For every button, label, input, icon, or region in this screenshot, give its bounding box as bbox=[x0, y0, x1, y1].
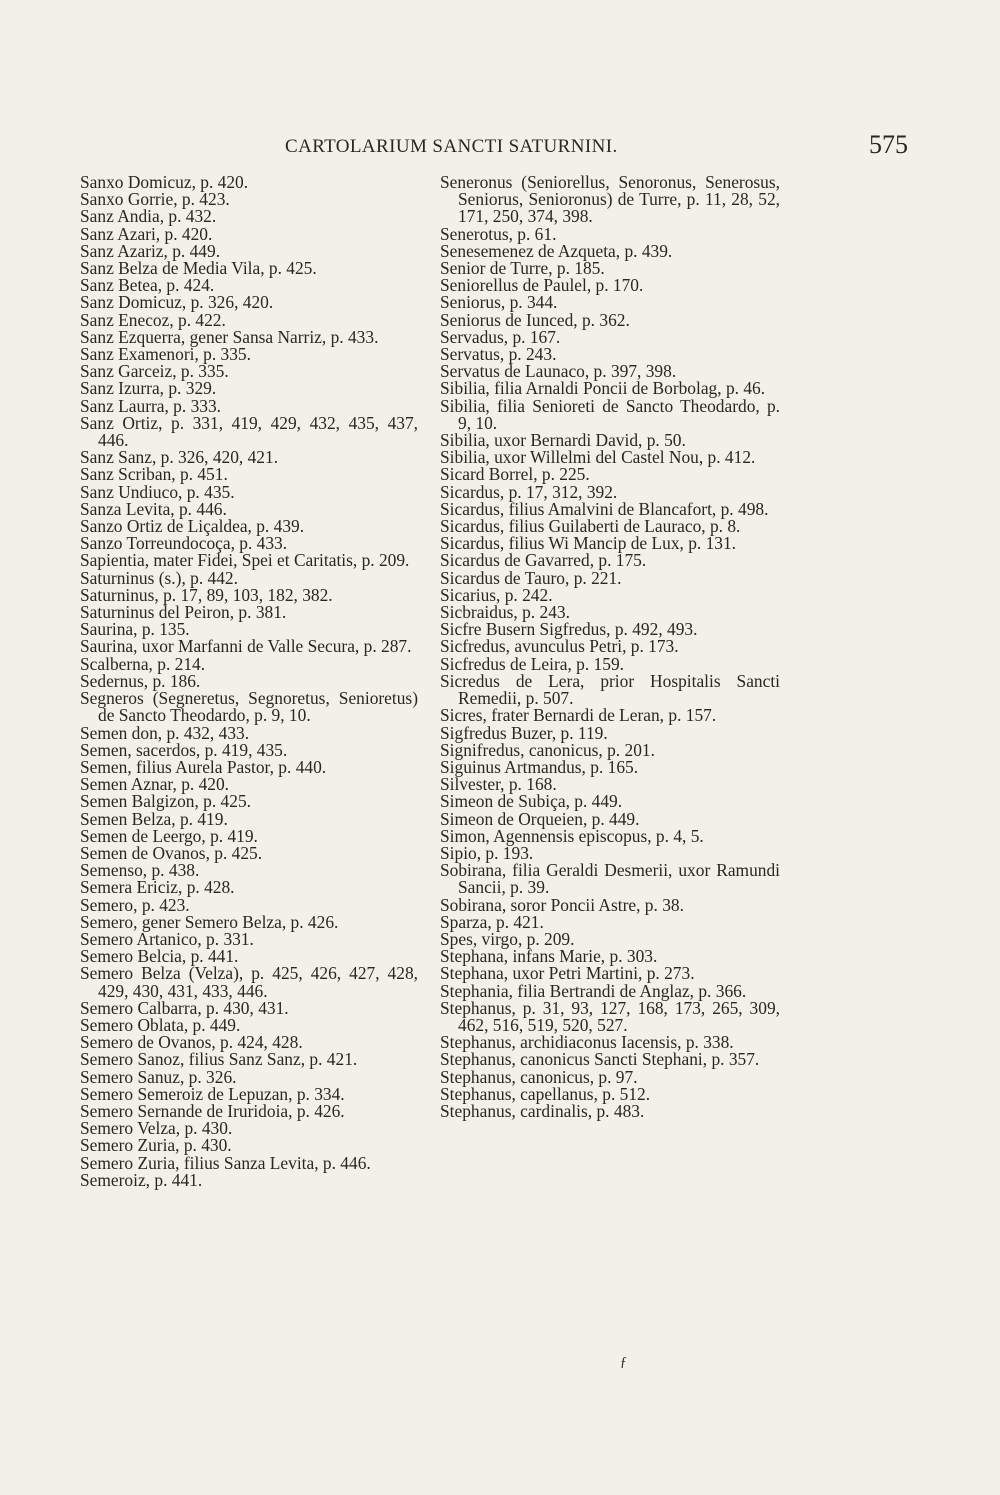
index-entry: Stephanus, archidiaconus Iacensis, p. 338. bbox=[440, 1032, 734, 1053]
index-entry: Sanza Levita, p. 446. bbox=[80, 498, 227, 519]
index-entry: Semen de Ovanos, p. 425. bbox=[80, 842, 263, 863]
index-entry: Saurina, p. 135. bbox=[80, 619, 190, 640]
index-entry: Semero Zuria, p. 430. bbox=[80, 1135, 232, 1156]
index-column-left bbox=[80, 174, 418, 1189]
page-number: 575 bbox=[869, 130, 908, 159]
index-entry: Stephanus, capellanus, p. 512. bbox=[440, 1083, 651, 1104]
index-entry: Semera Ericiz, p. 428. bbox=[80, 877, 235, 898]
index-entry: Servadus, p. 167. bbox=[440, 326, 561, 347]
index-entry: Sanz Azari, p. 420. bbox=[80, 223, 213, 244]
index-entry: Sicardus de Tauro, p. 221. bbox=[440, 567, 622, 588]
index-entry: Sanz Examenori, p. 335. bbox=[80, 344, 251, 365]
index-entry: Sparza, p. 421. bbox=[440, 911, 544, 932]
index-entry: Sanz Domicuz, p. 326, 420. bbox=[80, 292, 274, 313]
index-entry: Semero de Ovanos, p. 424, 428. bbox=[80, 1032, 303, 1053]
index-entry: Silvester, p. 168. bbox=[440, 774, 557, 795]
index-entry: Sobirana, filia Geraldi Desmerii, uxor Ramundi Sancii, p. 39. bbox=[440, 860, 780, 898]
index-entry: Senior de Turre, p. 185. bbox=[440, 258, 605, 279]
index-entry: Semero, gener Semero Belza, p. 426. bbox=[80, 911, 339, 932]
index-entry: Sicfredus de Leira, p. 159. bbox=[440, 653, 624, 674]
index-entry: Sipio, p. 193. bbox=[440, 842, 534, 863]
index-entry: Servatus, p. 243. bbox=[440, 344, 557, 365]
index-entry: Simeon de Subiça, p. 449. bbox=[440, 791, 623, 812]
index-entry: Stephania, filia Bertrandi de Anglaz, p. 366. bbox=[440, 980, 747, 1001]
page-header bbox=[80, 132, 910, 172]
index-entry: Semero Zuria, filius Sanza Levita, p. 446. bbox=[80, 1152, 371, 1173]
index-entry: Sicres, frater Bernardi de Leran, p. 157. bbox=[440, 705, 717, 726]
index-entry: Semero, p. 423. bbox=[80, 894, 190, 915]
index-entry: Sicbraidus, p. 243. bbox=[440, 602, 570, 623]
index-entry: Semero Artanico, p. 331. bbox=[80, 928, 254, 949]
index-entry: Saturninus del Peiron, p. 381. bbox=[80, 602, 287, 623]
index-entry: Semenso, p. 438. bbox=[80, 860, 200, 881]
index-entry: Sicfredus, avunculus Petri, p. 173. bbox=[440, 636, 679, 657]
index-entry: Simon, Agennensis episcopus, p. 4, 5. bbox=[440, 825, 704, 846]
index-entry: Sicfre Busern Sigfredus, p. 492, 493. bbox=[440, 619, 698, 640]
index-entry: Simeon de Orqueien, p. 449. bbox=[440, 808, 640, 829]
index-entry: Sigfredus Buzer, p. 119. bbox=[440, 722, 608, 743]
index-entry: Sanz Ezquerra, gener Sansa Narriz, p. 433. bbox=[80, 326, 379, 347]
index-entry: Senesemenez de Azqueta, p. 439. bbox=[440, 240, 673, 261]
index-entry: Semeroiz, p. 441. bbox=[80, 1169, 203, 1190]
index-entry: Seneronus (Seniorellus, Senoronus, Senerosus, Seniorus, Senioronus) de Turre, p. 11, 28, 52, 171, 250, 374, 398. bbox=[440, 172, 780, 227]
index-entry: Semero Oblata, p. 449. bbox=[80, 1014, 241, 1035]
index-entry: Sanzo Ortiz de Liçaldea, p. 439. bbox=[80, 516, 305, 537]
index-entry: Stephana, uxor Petri Martini, p. 273. bbox=[440, 963, 695, 984]
index-entry: Semero Calbarra, p. 430, 431. bbox=[80, 997, 289, 1018]
index-entry: Stephana, infans Marie, p. 303. bbox=[440, 946, 658, 967]
index-entry: Sanz Scriban, p. 451. bbox=[80, 464, 228, 485]
index-entry: Sicardus, filius Guilaberti de Lauraco, p. 8. bbox=[440, 516, 741, 537]
index-entry: Sanzo Torreundocoça, p. 433. bbox=[80, 533, 288, 554]
index-entry: Semero Velza, p. 430. bbox=[80, 1118, 233, 1139]
index-entry: Signifredus, canonicus, p. 201. bbox=[440, 739, 655, 760]
index-entry: Semen don, p. 432, 433. bbox=[80, 722, 250, 743]
index-entry: Semen, filius Aurela Pastor, p. 440. bbox=[80, 756, 327, 777]
index-entry: Sibilia, uxor Willelmi del Castel Nou, p. 412. bbox=[440, 447, 756, 468]
index-entry: Sobirana, soror Poncii Astre, p. 38. bbox=[440, 894, 684, 915]
index-entry: Saturninus (s.), p. 442. bbox=[80, 567, 238, 588]
index-entry: Sanz Sanz, p. 326, 420, 421. bbox=[80, 447, 279, 468]
index-entry: Sanxo Gorrie, p. 423. bbox=[80, 189, 230, 210]
index-entry: Semen Belza, p. 419. bbox=[80, 808, 228, 829]
index-entry: Seniorus de Iunced, p. 362. bbox=[440, 309, 630, 330]
index-entry: Sanz Azariz, p. 449. bbox=[80, 240, 221, 261]
index-entry: Sanz Belza de Media Vila, p. 425. bbox=[80, 258, 317, 279]
index-entry: Sicarius, p. 242. bbox=[440, 584, 553, 605]
index-entry: Sicard Borrel, p. 225. bbox=[440, 464, 590, 485]
index-entry: Sibilia, filia Senioreti de Sancto Theodardo, p. 9, 10. bbox=[440, 395, 780, 433]
index-entry: Semero Sernande de Iruridoia, p. 426. bbox=[80, 1100, 345, 1121]
footer-mark: ƒ bbox=[620, 1355, 627, 1370]
index-entry: Stephanus, p. 31, 93, 127, 168, 173, 265, 309, 462, 516, 519, 520, 527. bbox=[440, 997, 780, 1035]
running-title: CARTOLARIUM SANCTI SATURNINI. bbox=[285, 136, 618, 157]
index-entry: Semero Sanoz, filius Sanz Sanz, p. 421. bbox=[80, 1049, 358, 1070]
index-entry: Semero Semeroiz de Lepuzan, p. 334. bbox=[80, 1083, 345, 1104]
index-entry: Sanz Enecoz, p. 422. bbox=[80, 309, 226, 330]
index-entry: Sibilia, uxor Bernardi David, p. 50. bbox=[440, 430, 686, 451]
index-entry: Siguinus Artmandus, p. 165. bbox=[440, 756, 639, 777]
index-entry: Sanxo Domicuz, p. 420. bbox=[80, 172, 249, 192]
index-entry: Saturninus, p. 17, 89, 103, 182, 382. bbox=[80, 584, 333, 605]
index-entry: Sanz Undiuco, p. 435. bbox=[80, 481, 235, 502]
index-entry: Semero Sanuz, p. 326. bbox=[80, 1066, 237, 1087]
index-entry: Sapientia, mater Fidei, Spei et Caritatis, p. 209. bbox=[80, 550, 410, 571]
index-entry: Sanz Betea, p. 424. bbox=[80, 275, 215, 296]
index-entry: Sanz Andia, p. 432. bbox=[80, 206, 217, 227]
index-entry: Saurina, uxor Marfanni de Valle Secura, p. 287. bbox=[80, 636, 412, 657]
index-entry: Semen, sacerdos, p. 419, 435. bbox=[80, 739, 288, 760]
index-entry: Segneros (Segneretus, Segnoretus, Senioretus) de Sancto Theodardo, p. 9, 10. bbox=[80, 688, 418, 726]
index-entry: Sicardus de Gavarred, p. 175. bbox=[440, 550, 647, 571]
index-entry: Semero Belcia, p. 441. bbox=[80, 946, 239, 967]
index-entry: Sanz Garceiz, p. 335. bbox=[80, 361, 229, 382]
index-entry: Servatus de Launaco, p. 397, 398. bbox=[440, 361, 677, 382]
index-entry: Semen Balgizon, p. 425. bbox=[80, 791, 251, 812]
index-entry: Seniorellus de Paulel, p. 170. bbox=[440, 275, 644, 296]
index-entry: Stephanus, canonicus Sancti Stephani, p. 357. bbox=[440, 1049, 760, 1070]
index-entry: Sanz Laurra, p. 333. bbox=[80, 395, 222, 416]
index-entry: Stephanus, cardinalis, p. 483. bbox=[440, 1100, 645, 1121]
index-entry: Spes, virgo, p. 209. bbox=[440, 928, 575, 949]
index-entry: Sanz Ortiz, p. 331, 419, 429, 432, 435, 437, 446. bbox=[80, 412, 418, 451]
index-entry: Sicardus, p. 17, 312, 392. bbox=[440, 481, 618, 502]
index-entry: Senerotus, p. 61. bbox=[440, 223, 557, 244]
index-entry: Sedernus, p. 186. bbox=[80, 670, 201, 691]
index-entry: Sicredus de Lera, prior Hospitalis Sancti Remedii, p. 507. bbox=[440, 670, 780, 709]
index-entry: Semero Belza (Velza), p. 425, 426, 427, 428, 429, 430, 431, 433, 446. bbox=[80, 963, 418, 1001]
index-entry: Stephanus, canonicus, p. 97. bbox=[440, 1066, 638, 1087]
index-entry: Scalberna, p. 214. bbox=[80, 653, 206, 674]
index-entry: Sicardus, filius Wi Mancip de Lux, p. 131. bbox=[440, 533, 737, 554]
index-entry: Seniorus, p. 344. bbox=[440, 292, 558, 313]
index-entry: Semen de Leergo, p. 419. bbox=[80, 825, 258, 846]
index-column-right bbox=[440, 174, 780, 1120]
index-entry: Sicardus, filius Amalvini de Blancafort, p. 498. bbox=[440, 498, 769, 519]
index-entry: Sibilia, filia Arnaldi Poncii de Borbolag, p. 46. bbox=[440, 378, 766, 399]
index-entry: Semen Aznar, p. 420. bbox=[80, 774, 230, 795]
index-entry: Sanz Izurra, p. 329. bbox=[80, 378, 217, 399]
